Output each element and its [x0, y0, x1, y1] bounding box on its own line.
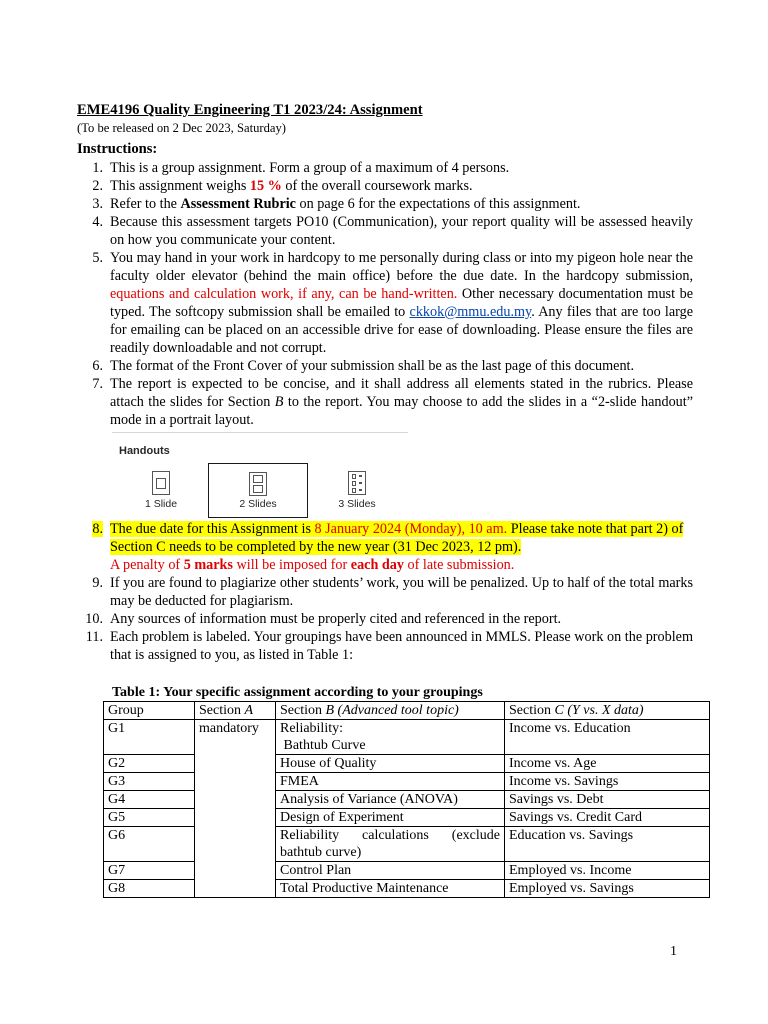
header-group: Group	[104, 702, 195, 720]
table-row	[104, 827, 710, 862]
text-run: of the overall coursework marks.	[281, 178, 473, 194]
header-text: Section	[199, 703, 245, 718]
table-caption: Table 1: Your specific assignment according to your groupings	[112, 685, 483, 700]
header-letter: B (Advanced tool topic)	[325, 703, 459, 718]
item-text	[110, 375, 693, 429]
item-number: 9.	[92, 575, 103, 591]
penalty-marks: 5 marks	[183, 557, 233, 573]
instruction-item-4	[77, 213, 693, 249]
one-slide-icon	[152, 471, 170, 495]
section-c-cell: Savings vs. Debt	[505, 791, 710, 809]
penalty-text: of late submission.	[403, 557, 515, 573]
item-number: 6.	[92, 358, 103, 374]
section-b-cell: FMEA	[276, 773, 505, 791]
item-number: 10.	[85, 611, 103, 627]
instruction-item-2	[77, 177, 693, 195]
group-cell: G5	[104, 809, 195, 827]
text-run: Please take note that part 2) of Section C needs to be completed by the new year (31 Dec 2023, 12 pm).	[110, 521, 684, 555]
penalty-text: will be imposed for	[232, 557, 351, 573]
instructions-list-part2	[77, 520, 693, 664]
group-cell: G4	[104, 791, 195, 809]
header-text: Section	[280, 703, 326, 718]
section-letter: B	[274, 394, 284, 410]
item-number	[77, 520, 110, 574]
penalty-text: A penalty of	[110, 557, 184, 573]
item-text	[110, 195, 693, 213]
group-cell: G1	[104, 720, 195, 755]
instruction-item-10	[77, 610, 693, 628]
item-number-text: 8.	[92, 521, 103, 537]
cell-line: Reliability:	[280, 721, 343, 736]
handout-option-3-slides[interactable]	[308, 463, 406, 517]
table-row	[104, 773, 710, 791]
email-link[interactable]: ckkok@mmu.edu.my	[409, 304, 532, 320]
handout-option-label: 2 Slides	[239, 498, 277, 510]
header-letter: A	[244, 703, 254, 718]
handouts-title: Handouts	[119, 445, 170, 457]
instruction-item-11	[77, 628, 693, 664]
header-section-b	[276, 702, 505, 720]
item-text: Any sources of information must be properly cited and referenced in the report.	[110, 611, 562, 627]
table-header-row	[104, 702, 710, 720]
text-run: The report is expected to be concise, and it shall address all elements stated in the rubrics. Please attach the slides for Section	[110, 376, 693, 410]
group-cell: G8	[104, 880, 195, 898]
item-number: 7.	[92, 376, 103, 392]
item-number: 1.	[92, 160, 103, 176]
text-run: The due date for this Assignment is	[110, 521, 315, 537]
section-c-cell: Income vs. Age	[505, 755, 710, 773]
due-date: 8 January 2024 (Monday), 10 am.	[314, 521, 508, 537]
table-row	[104, 862, 710, 880]
item-number: 5.	[92, 250, 103, 266]
penalty-each-day: each day	[350, 557, 404, 573]
group-assignment-table	[103, 701, 710, 898]
item-text: If you are found to plagiarize other students’ work, you will be penalized. Up to half of the total marks may be deducted for plagiarism.	[110, 575, 693, 609]
text-run: to the report. You may choose to add the slides in a “2-slide handout” mode in a portrait layout.	[110, 394, 693, 428]
item-text: Because this assessment targets PO10 (Communication), your report quality will be assessed heavily on how you communicate your content.	[110, 214, 693, 248]
item-text: The format of the Front Cover of your submission shall be as the last page of this document.	[110, 358, 635, 374]
section-c-cell: Education vs. Savings	[505, 827, 710, 862]
instructions-list-part1	[77, 159, 693, 429]
item-text: This is a group assignment. Form a group of a maximum of 4 persons.	[110, 160, 510, 176]
section-c-cell: Employed vs. Income	[505, 862, 710, 880]
instruction-item-6	[77, 357, 693, 375]
table-row	[104, 880, 710, 898]
weight-percentage: 15 %	[249, 178, 282, 194]
text-run: Refer to the	[110, 196, 181, 212]
section-c-cell: Income vs. Savings	[505, 773, 710, 791]
group-cell: G3	[104, 773, 195, 791]
table-row	[104, 809, 710, 827]
item-number: 2.	[92, 178, 103, 194]
section-b-cell: Design of Experiment	[276, 809, 505, 827]
header-text: Section	[509, 703, 555, 718]
item-text	[110, 520, 693, 574]
section-b-cell: House of Quality	[276, 755, 505, 773]
text-run: Other necessary documentation must be typed. The softcopy submission shall be emailed to	[110, 286, 693, 320]
assessment-rubric-ref: Assessment Rubric	[180, 196, 296, 212]
text-run: You may hand in your work in hardcopy to me personally during class or into my pigeon hole near the faculty older elevator (behind the main office) before the due date. In the hardcopy submission,	[110, 250, 693, 284]
table-row	[104, 791, 710, 809]
item-number: 3.	[92, 196, 103, 212]
release-note: (To be released on 2 Dec 2023, Saturday)	[77, 121, 286, 135]
section-c-cell: Savings vs. Credit Card	[505, 809, 710, 827]
section-b-cell	[276, 720, 505, 755]
two-slides-icon	[249, 472, 267, 496]
header-letter: C (Y vs. X data)	[554, 703, 644, 718]
group-cell: G7	[104, 862, 195, 880]
header-section-c	[505, 702, 710, 720]
text-run: on page 6 for the expectations of this assignment.	[295, 196, 581, 212]
item-text	[110, 249, 693, 357]
instruction-item-9	[77, 574, 693, 610]
page-number: 1	[670, 944, 677, 959]
item-text: Each problem is labeled. Your groupings have been announced in MMLS. Please work on the problem that is assigned to you, as listed in Table 1:	[110, 629, 693, 663]
handout-option-2-slides[interactable]	[208, 463, 308, 518]
handout-option-1-slide[interactable]	[112, 463, 210, 517]
instruction-item-3	[77, 195, 693, 213]
instruction-item-1	[77, 159, 693, 177]
instruction-item-7	[77, 375, 693, 429]
text-run: This assignment weighs	[110, 178, 250, 194]
handout-option-label: 3 Slides	[338, 498, 376, 510]
section-c-cell: Employed vs. Savings	[505, 880, 710, 898]
table-row	[104, 755, 710, 773]
three-slides-icon	[348, 471, 366, 495]
item-text	[110, 177, 693, 195]
text-run: . Any files that are too large for emailing can be placed on an accessible drive for ease of downloading. Please ensure the files are readily downloadable and not corrupt.	[110, 304, 693, 356]
section-c-cell: Income vs. Education	[505, 720, 710, 755]
instruction-item-5	[77, 249, 693, 357]
section-a-cell: mandatory	[195, 720, 276, 898]
page-title: EME4196 Quality Engineering T1 2023/24: Assignment	[77, 102, 423, 118]
section-b-cell: Reliability calculations (exclude bathtub curve)	[276, 827, 505, 862]
handouts-panel	[112, 432, 408, 518]
header-section-a	[195, 702, 276, 720]
group-cell: G6	[104, 827, 195, 862]
instruction-item-8	[77, 520, 693, 574]
handout-option-label: 1 Slide	[144, 498, 178, 510]
item-number: 11.	[85, 629, 103, 645]
instructions-heading: Instructions:	[77, 141, 158, 157]
table-row	[104, 720, 710, 755]
cell-line: Bathtub Curve	[283, 738, 366, 753]
item-number: 4.	[92, 214, 103, 230]
handwritten-note: equations and calculation work, if any, can be hand-written.	[110, 286, 458, 302]
section-b-cell: Analysis of Variance (ANOVA)	[276, 791, 505, 809]
section-b-cell: Total Productive Maintenance	[276, 880, 505, 898]
section-b-cell: Control Plan	[276, 862, 505, 880]
group-cell: G2	[104, 755, 195, 773]
